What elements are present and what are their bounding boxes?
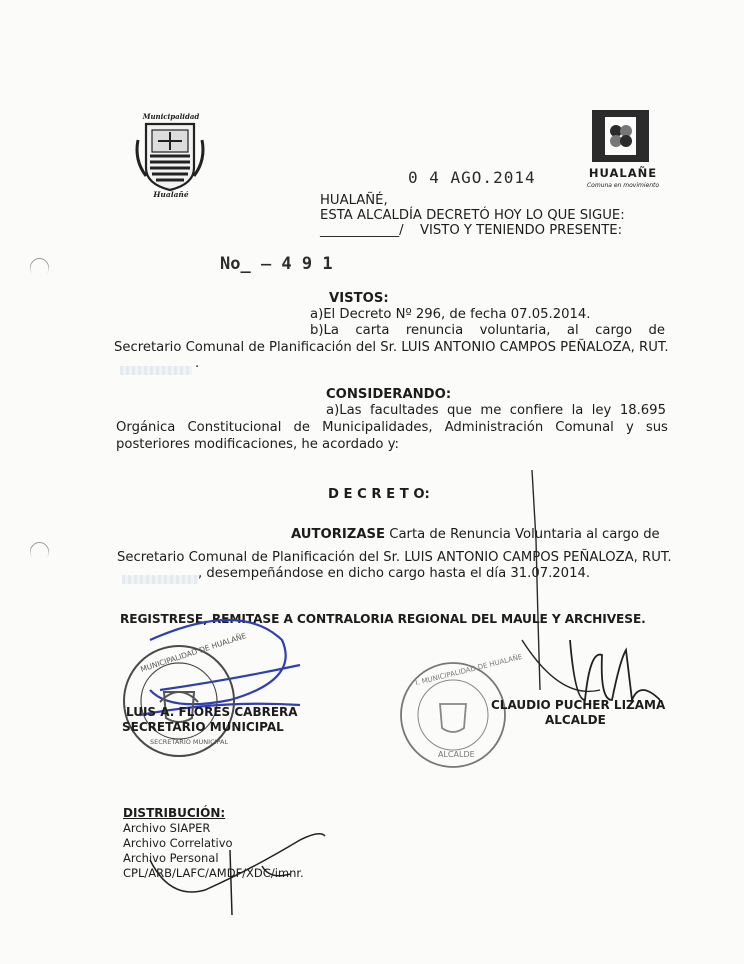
brand-tagline: Comuna en movimiento (586, 182, 660, 189)
word: Comunal (555, 420, 614, 435)
decreto-line2: Secretario Comunal de Planificación del Sr. LUIS ANTONIO CAMPOS PEÑALOZA, RUT. (117, 550, 672, 565)
secretario-stamp (120, 631, 248, 760)
word: la (571, 403, 584, 418)
word: Administración (444, 420, 544, 435)
decreto-line3: , desempeñándose en dicho cargo hasta el día 31.07.2014. (198, 566, 591, 581)
considerando-a-line3: posteriores modificaciones, he acordado y: (116, 437, 399, 452)
seal-top-text: Municipalidad (142, 112, 200, 121)
decreto-line1-rest: Carta de Renuncia Voluntaria al cargo de (389, 527, 660, 542)
municipal-seal-logo (132, 110, 208, 200)
intro-visto: VISTO Y TENIENDO PRESENTE: (420, 223, 623, 238)
intro-blank: ____________/ (320, 223, 404, 238)
word: 18.695 (619, 403, 666, 418)
word: de (293, 420, 310, 435)
word: carta (355, 323, 390, 338)
left-signatory-title: SECRETARIO MUNICIPAL (122, 720, 284, 734)
decreto-line1 (291, 527, 660, 543)
vistos-b-line2: Secretario Comunal de Planificación del Sr. LUIS ANTONIO CAMPOS PEÑALOZA, RUT. (114, 340, 669, 355)
distribucion-heading: DISTRIBUCIÓN: (123, 806, 226, 820)
right-signatory-name: CLAUDIO PUCHER LIZAMA (491, 698, 666, 712)
stamp-left-bottom-text: SECRETARIO MUNICIPAL (150, 738, 229, 746)
word: a)Las (326, 403, 362, 418)
word: renuncia (405, 323, 464, 338)
word: Orgánica (116, 420, 176, 435)
word: confiere (509, 403, 564, 418)
punch-hole-top (26, 254, 53, 281)
decreto-heading: D E C R E T O: (328, 487, 430, 502)
distribucion-block (123, 806, 304, 881)
distribucion-item: CPL/ARB/LAFC/AMDF/XDC/imnr. (123, 866, 304, 880)
vistos-a: a)El Decreto Nº 296, de fecha 07.05.2014. (310, 307, 591, 322)
word: voluntaria, (479, 323, 551, 338)
redacted-rut-2 (122, 575, 198, 584)
left-signatory-name: LUIS A. FLORES CABRERA (126, 705, 298, 719)
considerando-a-line2 (116, 420, 668, 436)
distribucion-item: Archivo SIAPER (123, 821, 211, 835)
word: b)La (310, 323, 339, 338)
word: Municipalidades, (322, 420, 433, 435)
autorizase-keyword: AUTORIZASE (291, 527, 386, 542)
redacted-rut-1 (120, 366, 192, 375)
word: cargo (595, 323, 633, 338)
intro-place: HUALAÑÉ, (320, 193, 388, 208)
word: y (625, 420, 634, 435)
date-stamp: 0 4 AGO.2014 (408, 168, 536, 187)
vistos-heading: VISTOS: (329, 291, 389, 306)
brand-name: HUALAÑE (588, 166, 658, 180)
alcalde-stamp (398, 652, 524, 770)
distribucion-item: Archivo Correlativo (123, 836, 233, 850)
stamp-left-top-text: MUNICIPALIDAD DE HUALAÑE (139, 631, 248, 674)
word: facultades (369, 403, 439, 418)
word: me (480, 403, 502, 418)
word: de (648, 323, 665, 338)
registrese-line: REGISTRESE, REMITASE A CONTRALORIA REGIONAL DEL MAULE Y ARCHIVESE. (120, 612, 646, 626)
vistos-b-line3: . (195, 356, 200, 371)
seal-bottom-text: Hualañé (153, 190, 189, 199)
punch-hole-bottom (26, 538, 53, 565)
considerando-a-line1 (326, 403, 666, 419)
decree-number: No_ ̶ 4 9 1 (220, 254, 333, 274)
word: sus (645, 420, 668, 435)
considerando-heading: CONSIDERANDO: (326, 387, 452, 402)
distribucion-item: Archivo Personal (123, 851, 219, 865)
intro-statement: ESTA ALCALDÍA DECRETÓ HOY LO QUE SIGUE: (320, 208, 625, 223)
stamp-right-bottom-text: ALCALDE (438, 750, 475, 759)
word: ley (591, 403, 612, 418)
word: que (447, 403, 472, 418)
hualane-brand-logo (588, 108, 658, 194)
word: al (566, 323, 579, 338)
word: Constitucional (187, 420, 282, 435)
stamp-right-top-text: I. MUNICIPALIDAD DE HUALAÑE (414, 652, 524, 688)
right-signatory-title: ALCALDE (545, 713, 606, 727)
vistos-b-line1 (310, 323, 665, 339)
